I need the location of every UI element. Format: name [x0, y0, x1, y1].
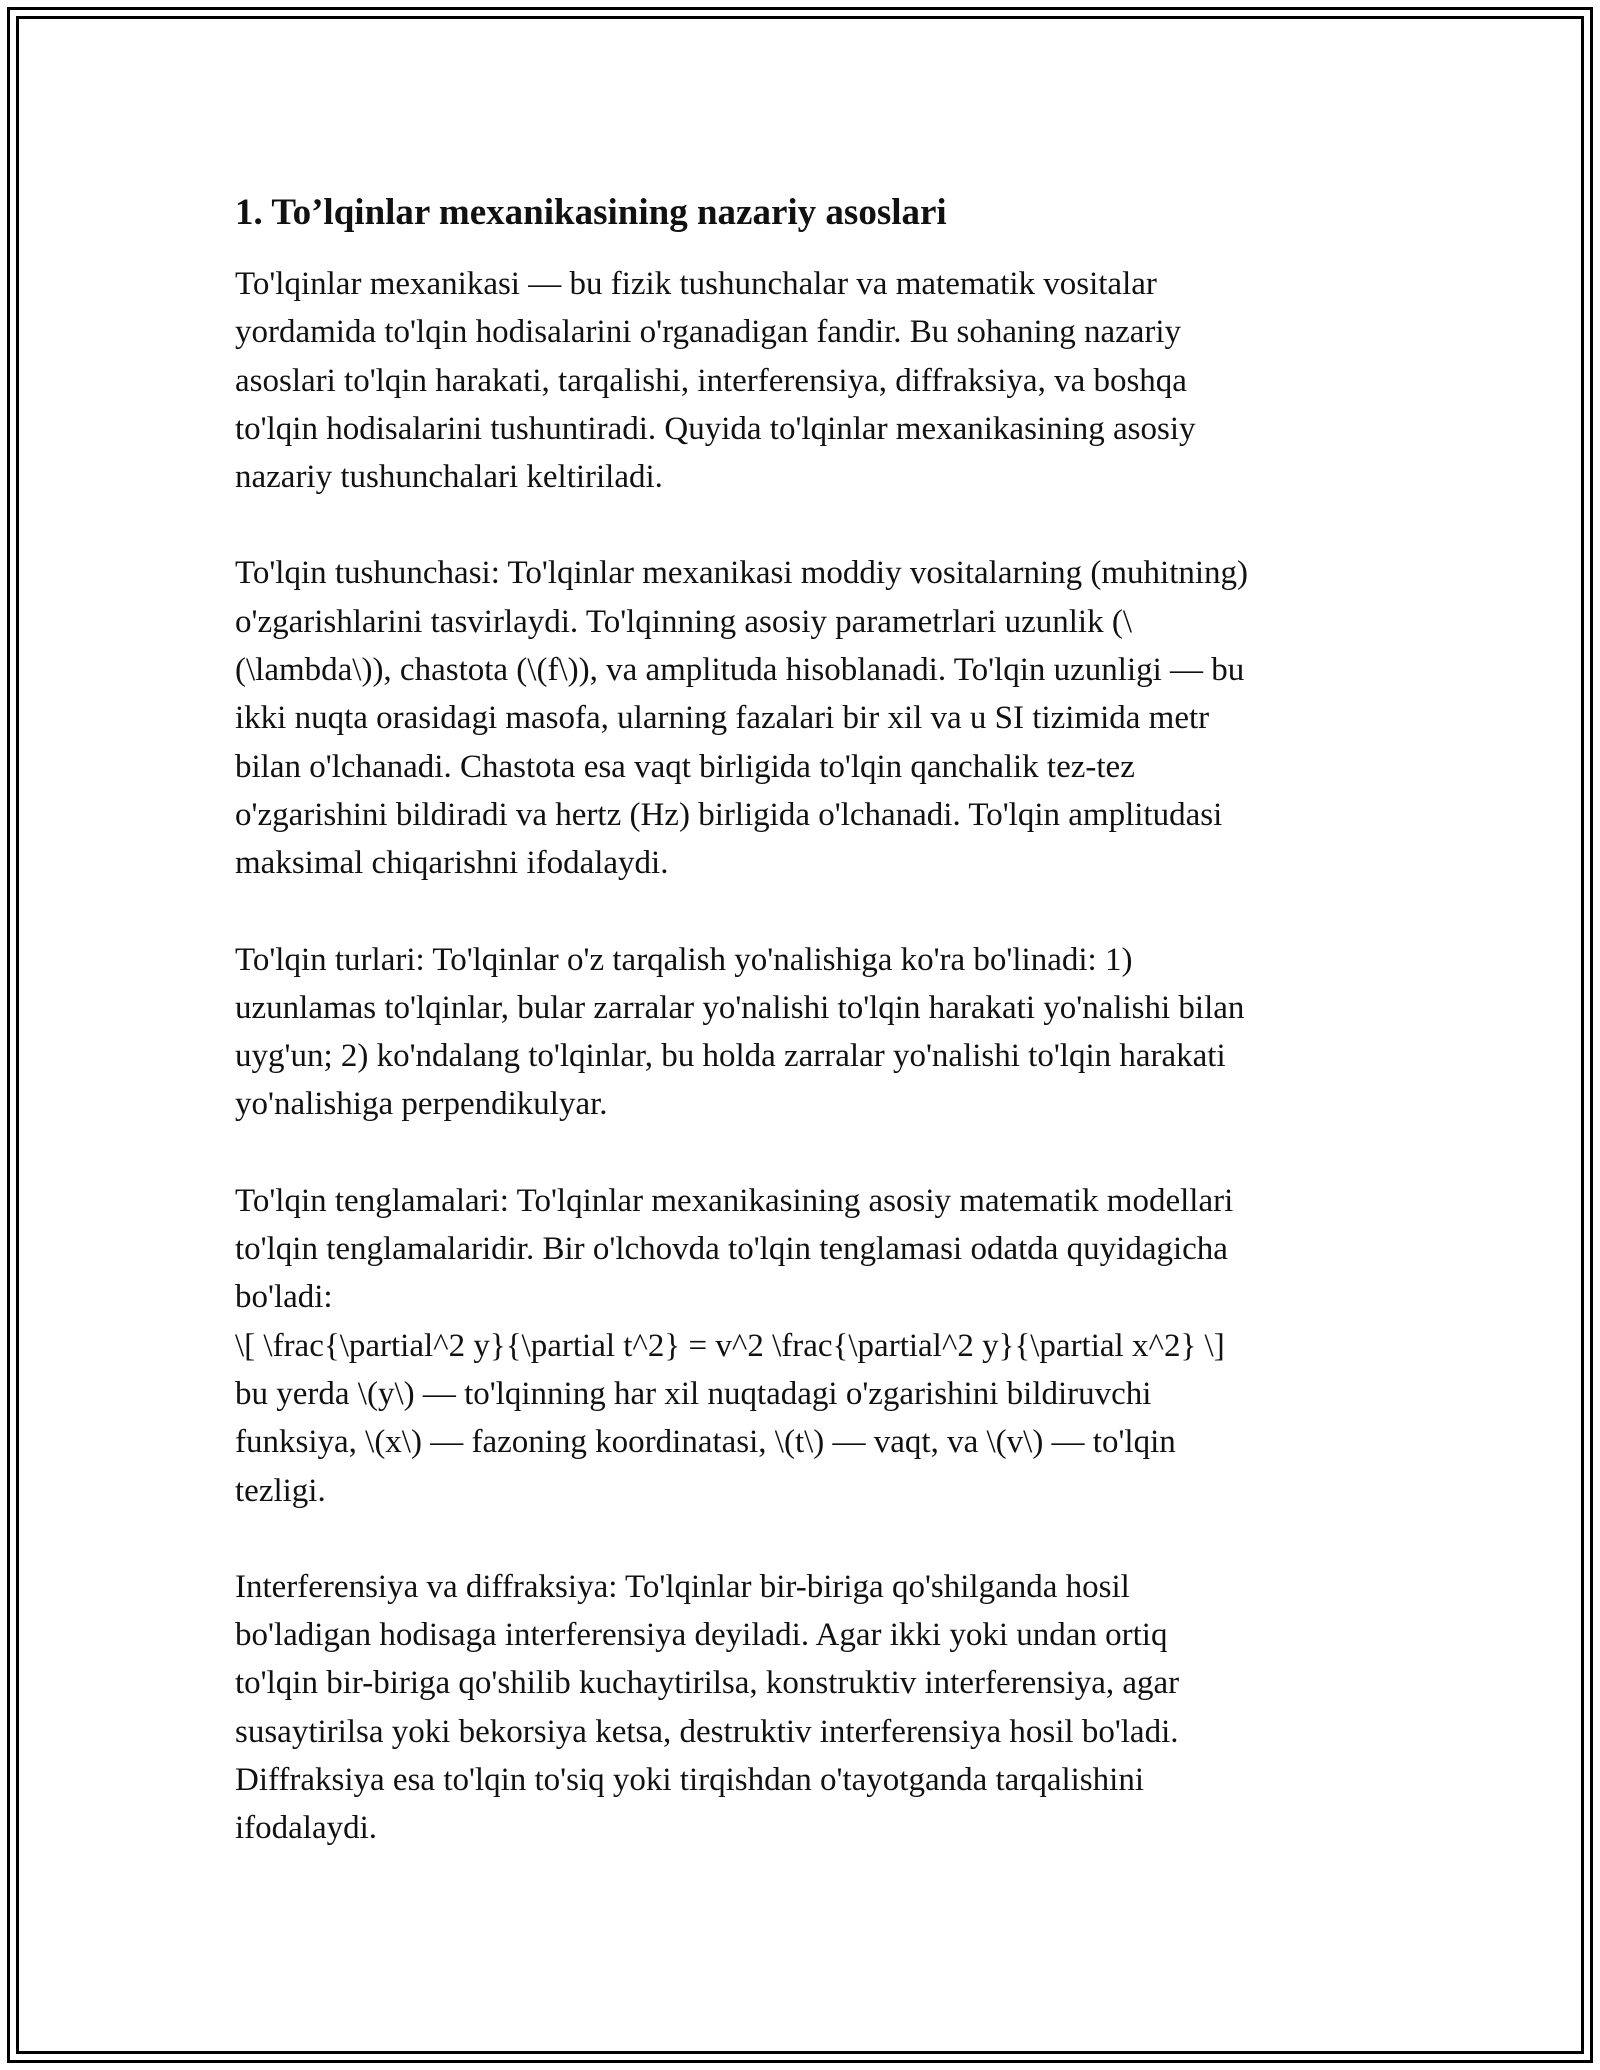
paragraph-wave-equations: To'lqin tenglamalari: To'lqinlar mexanikasining asosiy matematik modellari to'lqin tenglamalaridir. Bir o'lchovda to'lqin tenglamasi odatda quyidagicha bo'ladi: \[ \frac{\partial^2 y}{\partial t^2} = v^2 \frac{\partial^2 y}{\partial x^2} \] bu yerda \(y\) — to'lqinning har xil nuqtadagi o'zgarishini bildiruvchi funksiya, \(x\) — fazoning koordinatasi, \(t\) — vaqt, va \(v\) — to'lqin tezligi. — [235, 1182, 1234, 1509]
section-heading: 1. To’lqinlar mexanikasining nazariy asoslari — [235, 192, 947, 233]
paragraph-interference-diffraction: Interferensiya va diffraksiya: To'lqinlar bir-biriga qo'shilganda hosil bo'ladigan hodisaga interferensiya deyiladi. Agar ikki yoki undan ortiq to'lqin bir-biriga qo'shilib kuchaytirilsa, konstruktiv interferensiya, agar susaytirilsa yoki bekorsiya ketsa, destruktiv interferensiya hosil bo'ladi. Diffraksiya esa to'lqin to'siq yoki tirqishdan o'tayotganda tarqalishini ifodalaydi. — [235, 1568, 1180, 1847]
paragraph-wave-concept: To'lqin tushunchasi: To'lqinlar mexanikasi moddiy vositalarning (muhitning) o'zgarishlarini tasvirlaydi. To'lqinning asosiy parametrlari uzunlik (\ (\lambda\)), chastota (\(f\)), va amplituda hisoblanadi. To'lqin uzunligi — bu ikki nuqta orasidagi masofa, ularning fazalari bir xil va u SI tizimida metr bilan o'lchanadi. Chastota esa vaqt birligida to'lqin qanchalik tez-tez o'zgarishini bildiradi va hertz (Hz) birligida o'lchanadi. To'lqin amplitudasi maksimal chiqarishni ifodalaydi. — [235, 555, 1249, 882]
paragraph-intro: To'lqinlar mexanikasi — bu fizik tushunchalar va matematik vositalar yordamida to'lqin hodisalarini o'rganadigan fandir. Bu sohaning nazariy asoslari to'lqin harakati, tarqalishi, interferensiya, diffraksiya, va boshqa to'lqin hodisalarini tushuntiradi. Quyida to'lqinlar mexanikasining asosiy nazariy tushunchalari keltiriladi. — [235, 266, 1196, 496]
document-body — [235, 186, 1375, 1901]
paragraph-wave-types: To'lqin turlari: To'lqinlar o'z tarqalish yo'nalishiga ko'ra bo'linadi: 1) uzunlamas to'lqinlar, bular zarralar yo'nalishi to'lqin harakati yo'nalishi bilan uyg'un; 2) ko'ndalang to'lqinlar, bu holda zarralar yo'nalishi to'lqin harakati yo'nalishiga perpendikulyar. — [235, 941, 1245, 1123]
